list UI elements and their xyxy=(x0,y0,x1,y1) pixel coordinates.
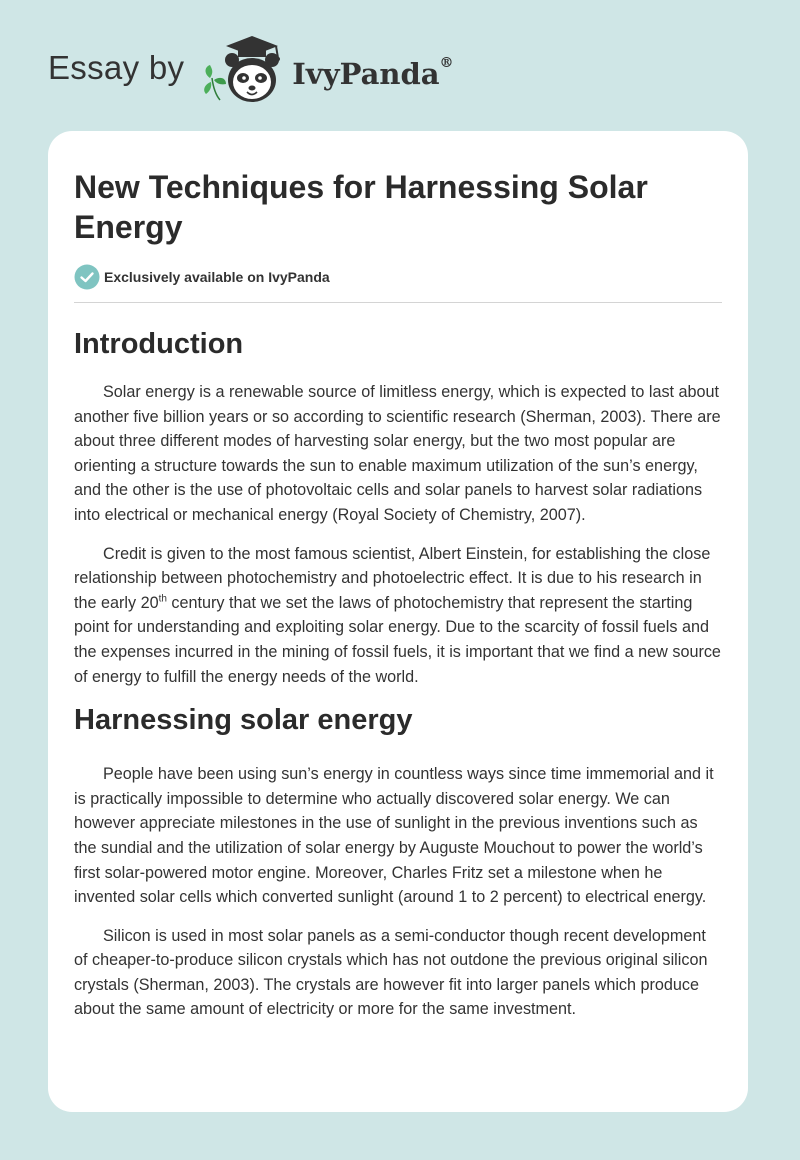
site-header xyxy=(48,34,508,108)
paragraph: Solar energy is a renewable source of limitless energy, which is expected to last about another five billion years or so according to scientific research (Sherman, 2003). There are about three different modes of harvesting solar energy, but the two most popular are orienting a structure towards the sun to enable maximum utilization of the sun’s energy, and the other is the use of photovoltaic cells and solar panels to harvest solar radiations into electrical or mechanical energy (Royal Society of Chemistry, 2007). xyxy=(74,383,721,524)
paragraph: People have been using sun’s energy in countless ways since time immemorial and it is practically impossible to determine who actually discovered solar energy. We can however appreciate milestones in the use of sunlight in the previous inventions such as the sundial and the utilization of solar energy by Auguste Mouchout to power the world’s first solar-powered motor engine. Moreover, Charles Fritz set a milestone when he invented solar cells which converted sunlight (around 1 to 2 percent) to electrical energy. xyxy=(74,765,714,907)
brand-name[interactable]: IvyPanda® xyxy=(292,55,454,91)
exclusive-badge xyxy=(74,264,722,290)
check-circle-icon xyxy=(74,264,100,290)
divider xyxy=(74,302,722,303)
section-heading-introduction: Introduction xyxy=(74,328,244,360)
essay-card xyxy=(48,131,748,1112)
essay-by-label: Essay by xyxy=(48,49,185,86)
section-heading-harnessing: Harnessing solar energy xyxy=(74,704,413,737)
exclusive-badge-text: Exclusively available on IvyPanda xyxy=(104,269,330,285)
paragraph: Credit is given to the most famous scientist, Albert Einstein, for establishing the close relationship between photochemistry and photoelectric effect. It is due to his research in the early 20th century that we set the laws of photochemistry that represent the starting point for understanding and exploiting solar energy. Due to the scarcity of fossil fuels and the expenses incurred in the mining of fossil fuels, it is important that we find a new source of energy to fulfill the energy needs of the world. xyxy=(74,544,721,686)
ivypanda-logo-icon[interactable] xyxy=(198,34,290,108)
paragraph: Silicon is used in most solar panels as a semi-conductor though recent development of cheaper-to-produce silicon crystals which has not outdone the previous original silicon crystals (Sherman, 2003). The crystals are however fit into larger panels which produce about the same amount of electricity or more for the same investment. xyxy=(74,926,708,1019)
page-title: New Techniques for Harnessing Solar Energy xyxy=(74,169,648,245)
